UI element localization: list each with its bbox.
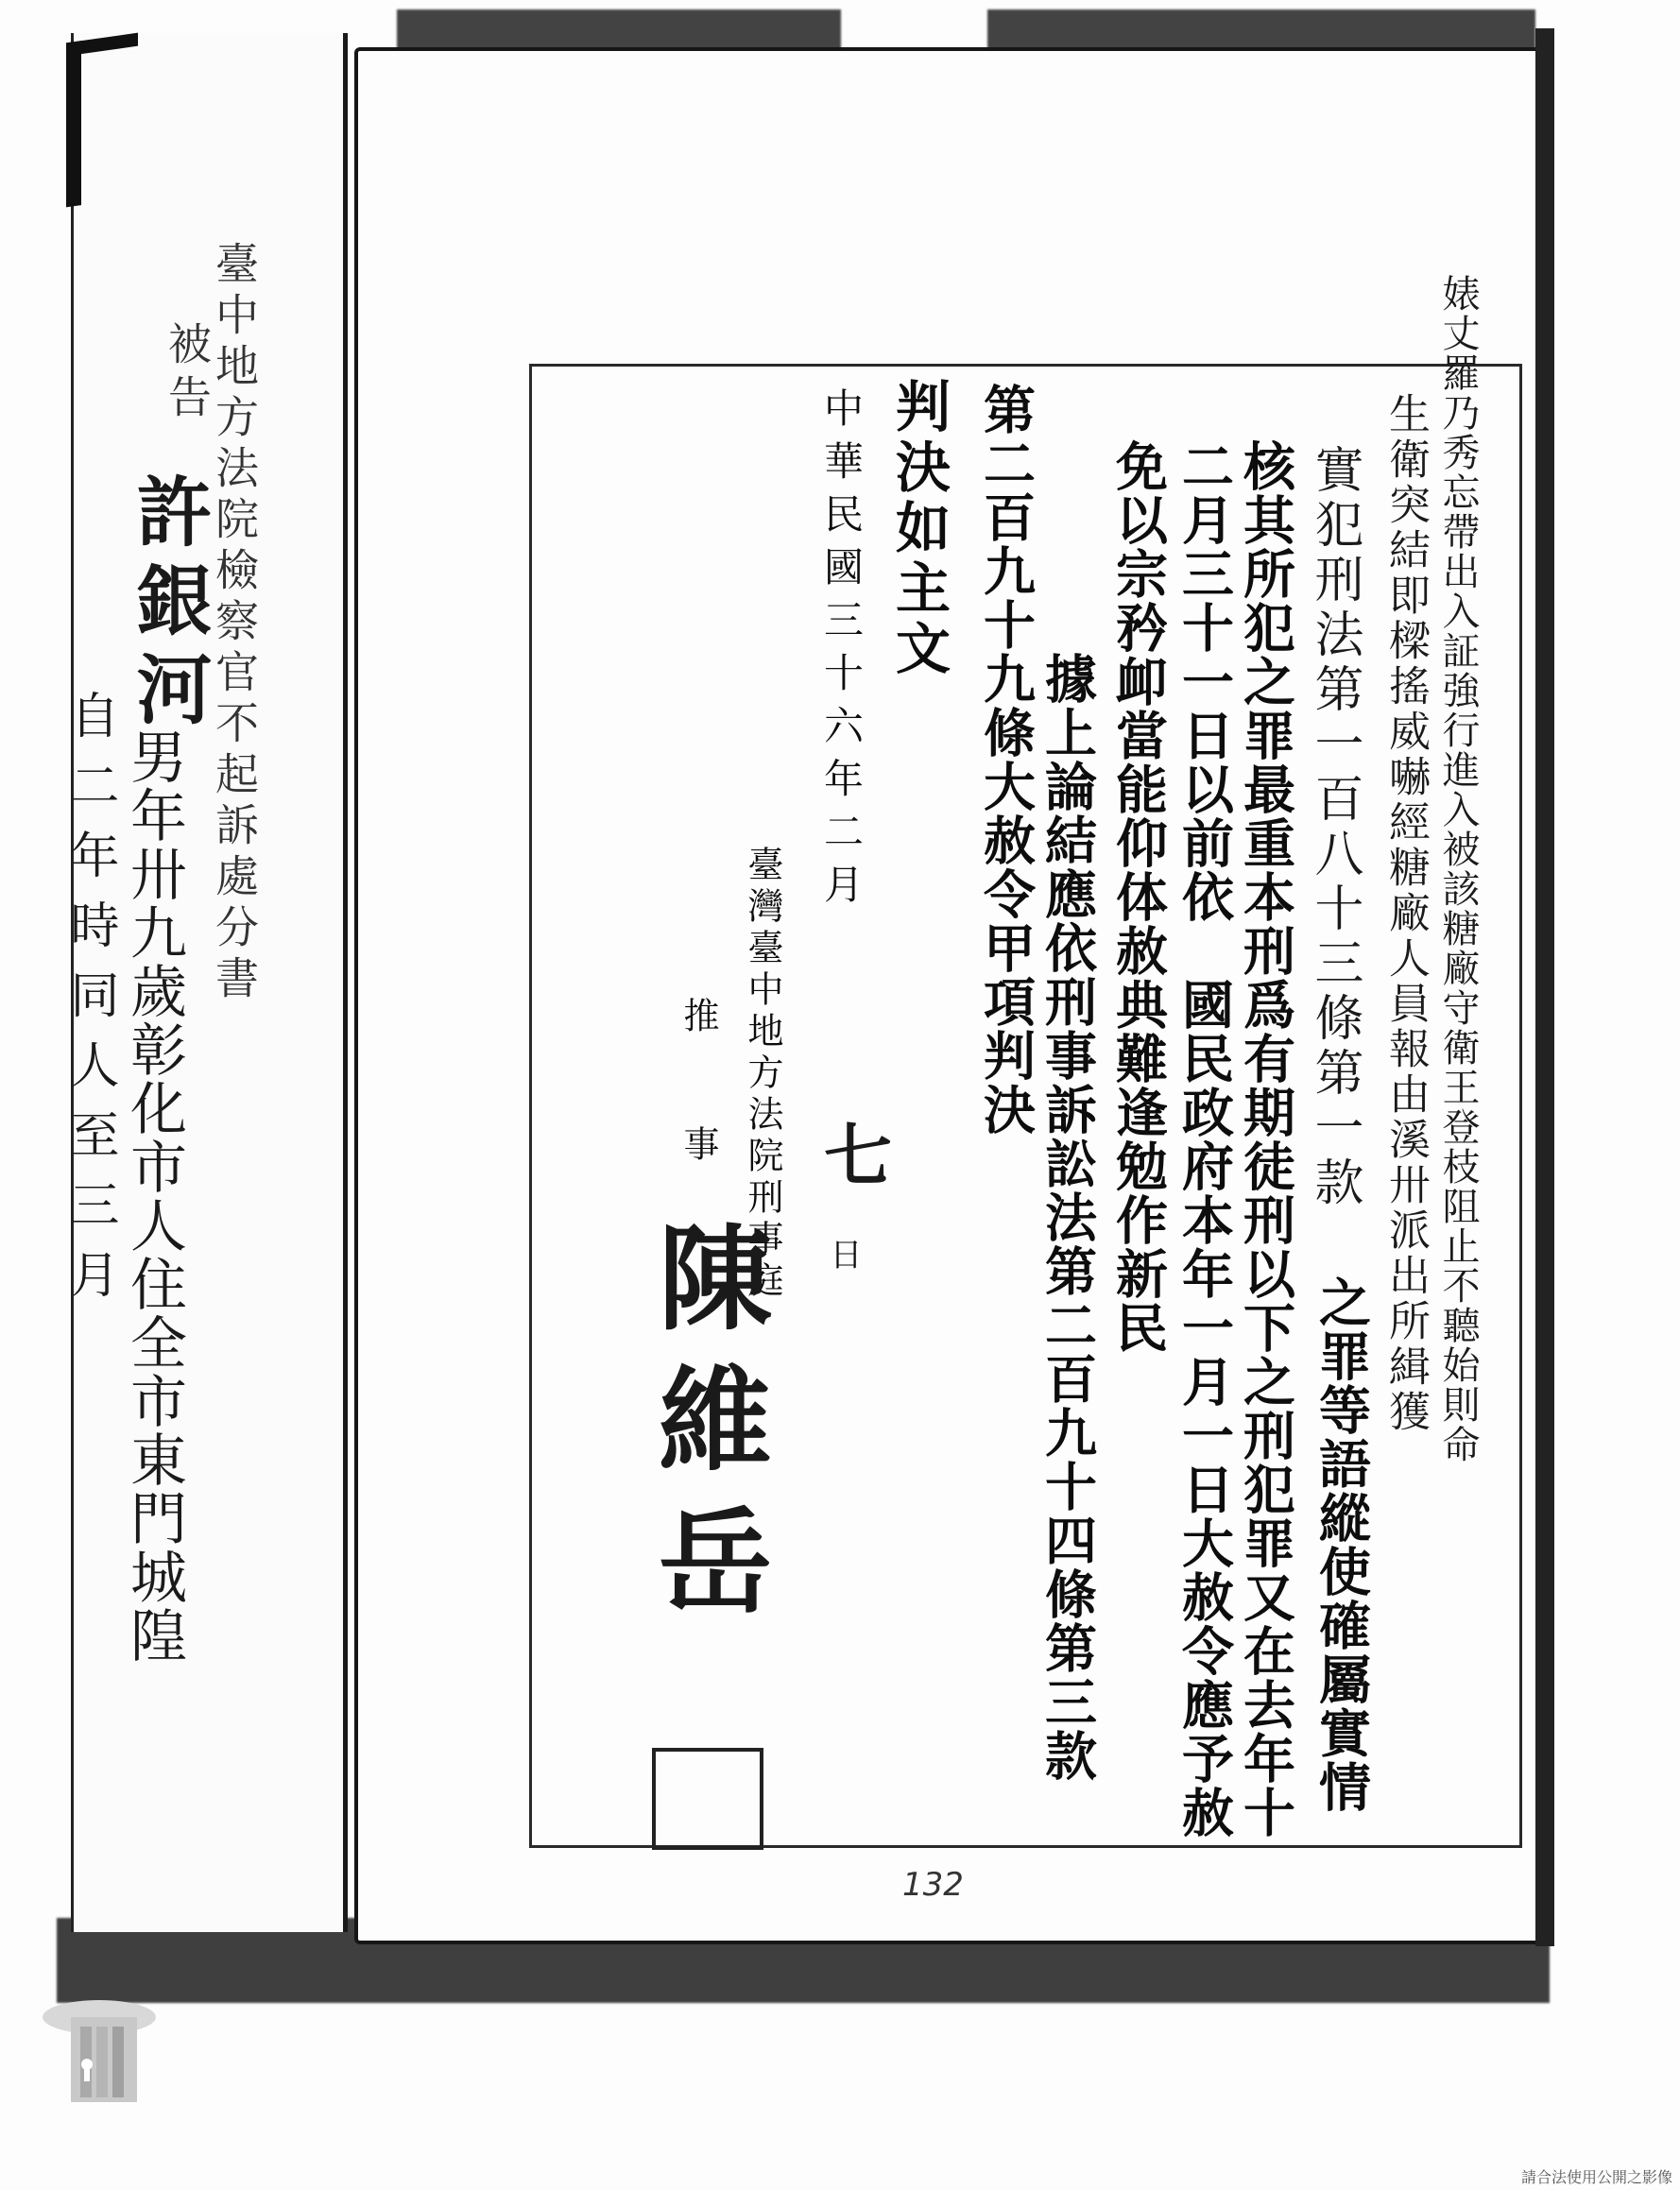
judgment-day-suffix: 日 [824, 1238, 862, 1270]
printed-line-1: 之罪等語縱使確屬實情 [1311, 1275, 1372, 1814]
left-leaf-corner [66, 33, 138, 208]
defendant-label: 被告 [162, 321, 213, 427]
judge-title: 推 事 [677, 997, 719, 1189]
printed-line-7: 判決如主文 [886, 378, 951, 680]
printed-line-6: 第二百九十九條大赦令甲項判決 [975, 383, 1037, 1137]
printed-line-3: 二月三十一日以前依 國民政府本年一月一日大赦令應予赦 [1174, 439, 1235, 1839]
judgment-date: 中華民國三十六年二月 [818, 387, 865, 916]
defendant-address-note: 自二年時同人至三月 [61, 690, 118, 1319]
usage-watermark: 請合法使用公開之影像 [1520, 2168, 1672, 2186]
printed-line-4: 免以宗矜卹當能仰体赦典難逢勉作新民 [1107, 439, 1169, 1355]
printed-line-5: 據上論結應依刑事訴訟法第二百九十四條第三款 [1037, 652, 1098, 1783]
judge-signature: 陳維岳 [640, 1219, 771, 1644]
page-number: 132 [902, 1866, 964, 1904]
printed-line-2: 核其所犯之罪最重本刑爲有期徒刑以下之刑犯罪又在去年十 [1235, 439, 1296, 1839]
court-name: 臺灣臺中地方法院刑事庭 [742, 846, 783, 1303]
handwritten-line-1: 婊丈羅乃秀忘帶出入証強行進入被該糖廠守衛王登枝阻止不聽始則命 [1436, 274, 1480, 1464]
judgment-day-mark: 七 [813, 1120, 892, 1188]
defendant-name: 許銀河 [124, 472, 212, 739]
defendant-details: 男年卅九歲彰化市人住全市東門城隍 [121, 727, 187, 1665]
handwritten-line-2: 生衛突結即樑搖威嚇經糖廠人員報由溪卅派出所緝獲 [1381, 392, 1430, 1435]
judge-seal-stamp [652, 1748, 763, 1850]
archive-logo-icon [38, 1989, 161, 2112]
office-title: 臺中地方法院檢察官不起訴處分書 [209, 241, 260, 1006]
right-binding-edge [1535, 28, 1554, 1946]
handwritten-line-3: 實犯刑法第一百八十三條第一款 [1306, 444, 1363, 1211]
